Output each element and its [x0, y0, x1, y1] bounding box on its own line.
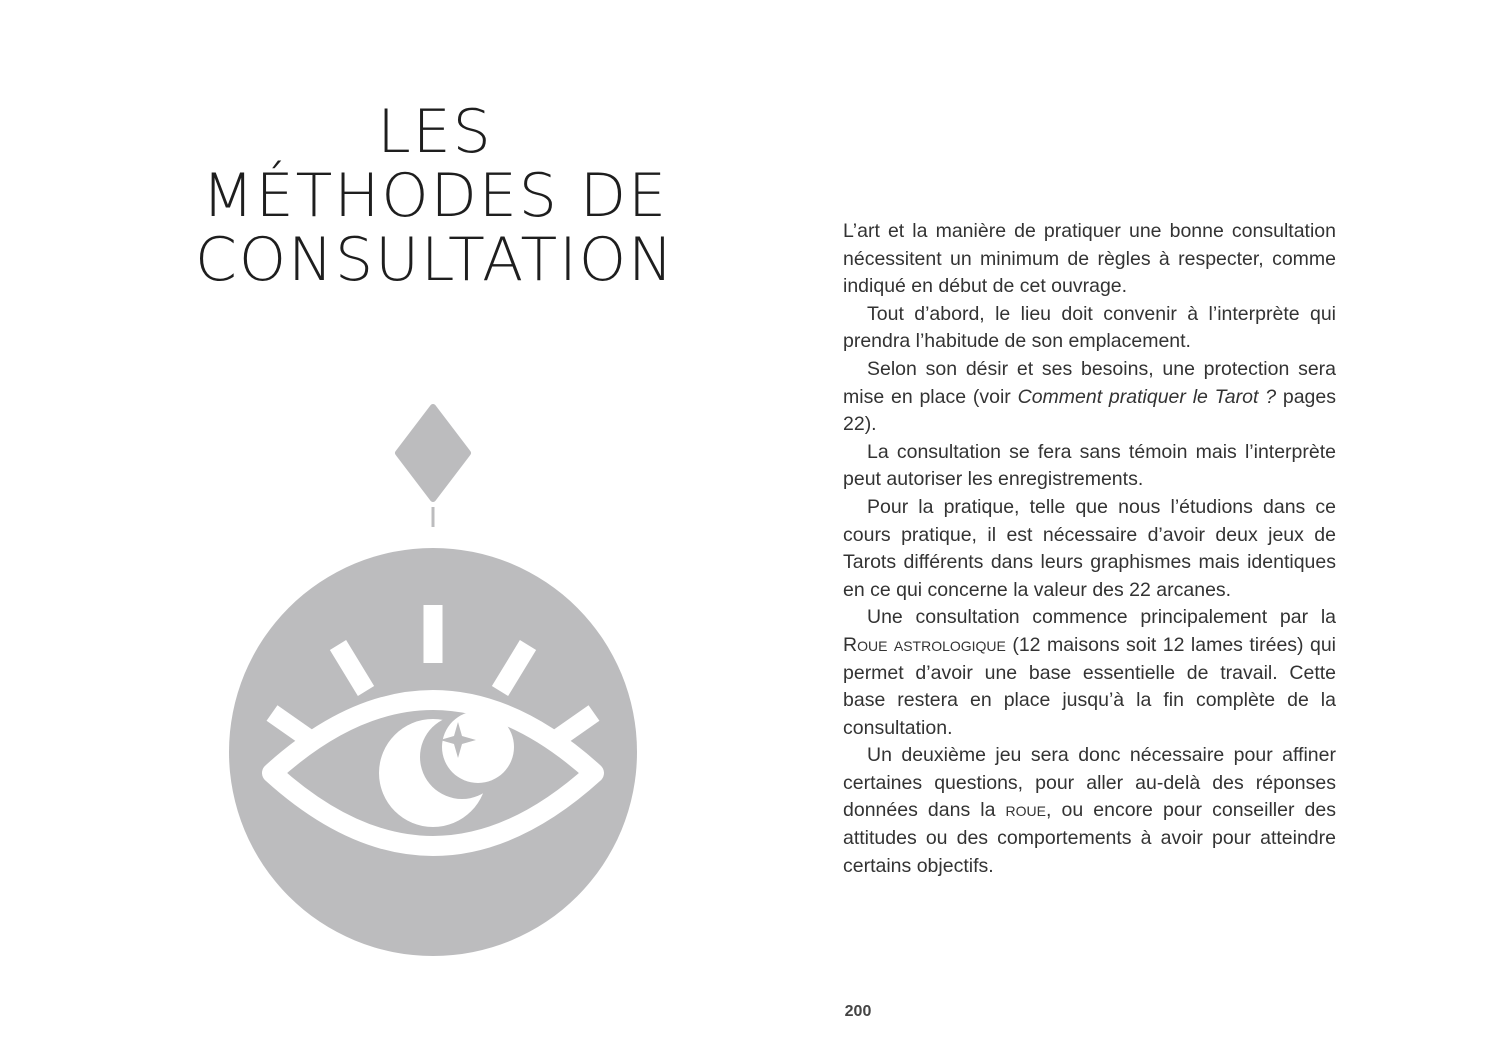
paragraph-4: La consultation se fera sans témoin mais l’interprète peut autoriser les enregistrements. — [843, 440, 1336, 491]
paragraph-7-smallcaps: roue — [1005, 799, 1046, 822]
paragraph-7 — [843, 742, 1336, 880]
paragraph-2: Tout d’abord, le lieu doit convenir à l’interprète qui prendra l’habitude de son emplacement. — [843, 302, 1336, 353]
title-line-3: CONSULTATION — [194, 225, 675, 295]
paragraph-7-text-b: , ou encore pour conseiller des attitudes ou des comportements à avoir pour atteindre certains objectifs. — [843, 799, 1336, 877]
paragraph-6 — [843, 604, 1336, 742]
body-text — [843, 218, 1336, 880]
paragraph-3-italic: Comment pratiquer le Tarot ? — [1017, 385, 1277, 408]
paragraph-6-smallcaps: Roue astrologique — [843, 633, 1006, 656]
connector-line — [432, 507, 435, 527]
paragraph-6-text-b: (12 maisons soit 12 lames tirées) qui permet d’avoir une base essentielle de travail. Cette base restera en place jusqu’à la fin complète de la consultation. — [843, 633, 1337, 739]
diamond-icon — [398, 407, 468, 499]
title-line-2: MÉTHODES DE — [201, 161, 669, 231]
paragraph-7-text-a: Un deuxième jeu sera donc nécessaire pour affiner certaines questions, pour aller au-delà des réponses données dans la — [843, 744, 1336, 822]
paragraph-5: Pour la pratique, telle que nous l’étudions dans ce cours pratique, il est nécessaire d’avoir deux jeux de Tarots différents dans leurs graphismes mais identiques en ce qui concerne la valeur des 22 arcanes. — [843, 495, 1336, 601]
paragraph-1: L’art et la manière de pratiquer une bonne consultation nécessitent un minimum de règles à respecter, comme indiqué en début de cet ouvrage. — [843, 220, 1336, 298]
page-title — [130, 97, 740, 295]
paragraph-6-text-a: Une consultation commence principalement par la — [867, 606, 1336, 629]
title-line-1: LES — [377, 97, 493, 167]
page-number: 200 — [844, 1003, 872, 1020]
paragraph-3 — [843, 356, 1336, 439]
paragraph-3-text-a: Selon son désir et ses besoins, une protection sera mise en place (voir — [843, 357, 1336, 408]
paragraph-3-text-b: pages 22). — [843, 385, 1336, 436]
eye-moon-star-icon — [200, 395, 660, 995]
